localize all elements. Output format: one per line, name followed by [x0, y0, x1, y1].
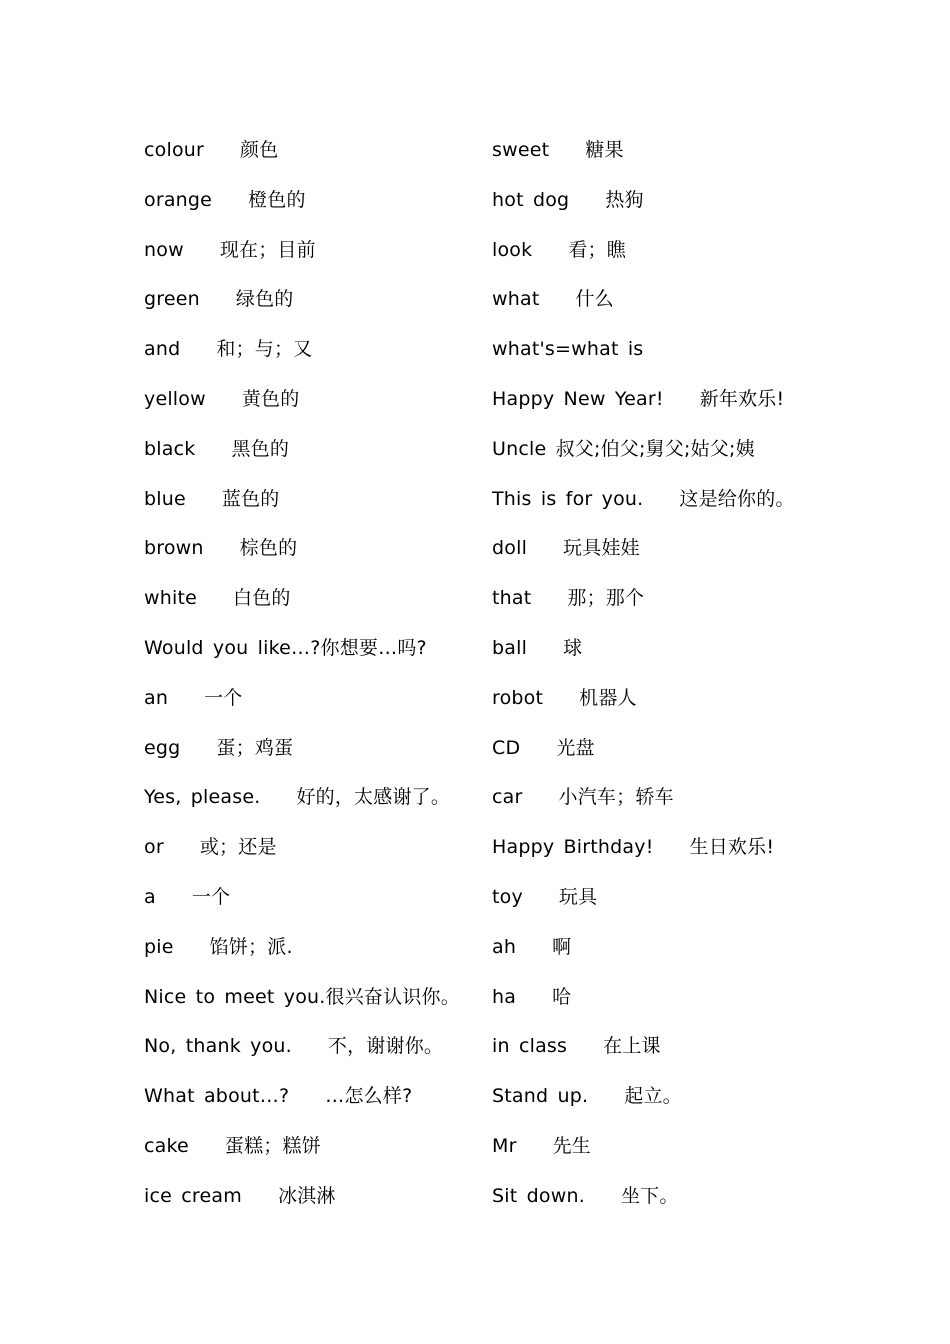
- vocab-chinese: 很兴奋认识你。: [325, 985, 460, 1008]
- vocab-entry: [144, 630, 484, 680]
- vocab-entry: [492, 829, 822, 879]
- vocab-chinese: 一个: [191, 885, 231, 908]
- vocab-chinese: 起立。: [624, 1085, 682, 1108]
- vocab-entry: [492, 1078, 822, 1128]
- vocab-entry: [492, 232, 822, 282]
- vocab-chinese: 一个: [204, 686, 243, 709]
- vocab-chinese: 现在；目前: [219, 238, 316, 261]
- vocab-chinese: 啊: [552, 935, 572, 958]
- vocab-entry: [492, 381, 822, 431]
- vocab-entry: [144, 580, 484, 630]
- vocab-english: ball: [492, 636, 528, 659]
- vocab-entry: [492, 182, 822, 232]
- vocab-entry: [144, 232, 484, 282]
- vocab-english: what: [492, 288, 540, 311]
- vocab-entry: [144, 381, 484, 431]
- vocab-chinese: 你想要…吗?: [320, 636, 427, 659]
- vocab-chinese: 坐下。: [620, 1184, 679, 1207]
- vocab-english: yellow: [144, 387, 206, 410]
- vocab-english: colour: [144, 139, 205, 161]
- vocab-chinese: 热狗: [605, 188, 644, 211]
- vocab-english: Happy Birthday!: [492, 836, 654, 859]
- vocab-entry: [144, 182, 484, 232]
- vocab-chinese: 先生: [552, 1134, 592, 1157]
- vocab-entry: [144, 829, 484, 879]
- vocab-english: in class: [492, 1035, 568, 1058]
- vocab-english: Would you like…?: [144, 636, 321, 659]
- vocab-entry: [492, 680, 822, 730]
- vocab-entry: [492, 1028, 822, 1078]
- vocab-chinese: 黄色的: [241, 387, 300, 410]
- vocab-chinese: 馅饼；派.: [209, 935, 293, 958]
- vocab-entry: [492, 281, 822, 331]
- vocab-chinese: 新年欢乐!: [699, 387, 785, 410]
- vocab-chinese: 白色的: [233, 587, 291, 610]
- vocab-chinese: 这是给你的。: [679, 487, 795, 510]
- vocab-english: Sit down.: [492, 1184, 585, 1207]
- vocab-entry: [144, 281, 484, 331]
- vocab-entry: [492, 929, 822, 979]
- vocab-chinese: 玩具娃娃: [563, 537, 640, 560]
- vocab-entry: [144, 530, 484, 580]
- vocab-entry: [144, 680, 484, 730]
- vocab-english: look: [492, 238, 533, 261]
- vocab-english: ice cream: [144, 1184, 242, 1207]
- vocab-entry: [492, 979, 822, 1029]
- vocab-chinese: 叔父;伯父;舅父;姑父;姨: [555, 437, 755, 460]
- vocab-english: Stand up.: [492, 1085, 589, 1108]
- vocab-chinese: 糖果: [585, 139, 624, 161]
- vocab-chinese: 好的，太感谢了。: [296, 786, 451, 809]
- vocab-entry: [492, 879, 822, 929]
- vocab-english: pie: [144, 935, 174, 958]
- vocab-english: brown: [144, 537, 204, 560]
- vocab-entry: [492, 630, 822, 680]
- vocab-chinese: 生日欢乐!: [689, 836, 775, 859]
- vocab-entry: [492, 1178, 822, 1228]
- vocab-english: CD: [492, 736, 521, 759]
- vocab-chinese: 蓝色的: [221, 487, 280, 510]
- vocab-english: blue: [144, 487, 186, 510]
- vocabulary-column-right: [492, 132, 822, 1228]
- vocab-english: Uncle: [492, 437, 547, 460]
- vocab-chinese: 颜色: [240, 139, 279, 161]
- vocab-entry: [144, 132, 484, 182]
- vocab-english: Yes, please.: [144, 786, 261, 809]
- vocab-entry: [492, 481, 822, 531]
- vocab-chinese: 或；还是: [199, 836, 277, 859]
- vocab-english: Nice to meet you.: [144, 985, 326, 1008]
- vocab-english: ha: [492, 985, 517, 1008]
- vocab-english: orange: [144, 188, 213, 211]
- vocab-english: This is for you.: [492, 487, 644, 510]
- vocab-entry: [144, 1178, 484, 1228]
- vocab-english: or: [144, 836, 164, 859]
- vocab-chinese: 冰淇淋: [277, 1184, 336, 1207]
- vocab-entry: [492, 530, 822, 580]
- vocab-chinese: 棕色的: [239, 537, 298, 560]
- vocab-entry: [144, 730, 484, 780]
- vocab-entry: [144, 331, 484, 381]
- vocab-english: Mr: [492, 1134, 517, 1157]
- vocab-entry: [492, 580, 822, 630]
- vocab-entry: [492, 779, 822, 829]
- vocab-entry: [144, 929, 484, 979]
- vocab-english: a: [144, 885, 156, 908]
- vocab-chinese: 那；那个: [567, 587, 645, 610]
- vocab-chinese: 不，谢谢你。: [327, 1035, 444, 1058]
- vocab-english: hot dog: [492, 188, 570, 211]
- vocab-chinese: 蛋糕；糕饼: [224, 1134, 321, 1157]
- vocab-english: ah: [492, 935, 517, 958]
- vocab-english: what's=what is: [492, 338, 644, 361]
- vocab-chinese: 在上课: [603, 1035, 661, 1058]
- vocab-chinese: 什么: [575, 288, 614, 311]
- vocab-english: green: [144, 288, 200, 311]
- vocab-entry: [492, 730, 822, 780]
- vocab-english: What about…?: [144, 1085, 290, 1108]
- vocab-english: doll: [492, 537, 528, 560]
- vocab-entry: [144, 431, 484, 481]
- vocab-chinese: 光盘: [556, 736, 595, 759]
- vocab-entry: [144, 779, 484, 829]
- vocab-chinese: 小汽车；轿车: [558, 786, 674, 809]
- vocab-english: an: [144, 686, 169, 709]
- vocab-english: sweet: [492, 139, 550, 161]
- vocab-entry: [492, 331, 822, 381]
- vocab-entry: [492, 431, 822, 481]
- vocab-entry: [492, 1128, 822, 1178]
- vocab-entry: [144, 1128, 484, 1178]
- vocab-entry: [144, 979, 484, 1029]
- vocab-chinese: 蛋；鸡蛋: [216, 736, 294, 759]
- vocab-english: No, thank you.: [144, 1035, 292, 1058]
- vocab-entry: [144, 1078, 484, 1128]
- vocab-english: robot: [492, 686, 544, 709]
- vocab-english: white: [144, 587, 197, 610]
- vocab-chinese: 哈: [552, 985, 572, 1008]
- vocab-chinese: …怎么样?: [325, 1085, 413, 1108]
- vocab-chinese: 玩具: [558, 885, 598, 908]
- vocab-english: cake: [144, 1134, 189, 1157]
- vocab-english: toy: [492, 885, 523, 908]
- vocab-chinese: 机器人: [579, 686, 637, 709]
- vocab-english: now: [144, 238, 184, 261]
- vocab-entry: [144, 481, 484, 531]
- vocab-english: black: [144, 437, 196, 460]
- vocab-english: egg: [144, 736, 181, 759]
- vocab-english: Happy New Year!: [492, 387, 664, 410]
- vocab-entry: [144, 1028, 484, 1078]
- vocab-entry: [144, 879, 484, 929]
- vocab-chinese: 和；与；又: [216, 338, 313, 361]
- vocab-english: and: [144, 338, 181, 361]
- vocab-chinese: 黑色的: [231, 437, 290, 460]
- vocab-chinese: 看；瞧: [568, 238, 626, 261]
- vocab-chinese: 橙色的: [248, 188, 306, 211]
- vocab-english: car: [492, 786, 523, 809]
- vocab-chinese: 绿色的: [235, 288, 294, 311]
- vocab-chinese: 球: [563, 636, 583, 659]
- vocab-english: that: [492, 587, 532, 610]
- vocab-entry: [492, 132, 822, 182]
- vocabulary-column-left: [144, 132, 484, 1228]
